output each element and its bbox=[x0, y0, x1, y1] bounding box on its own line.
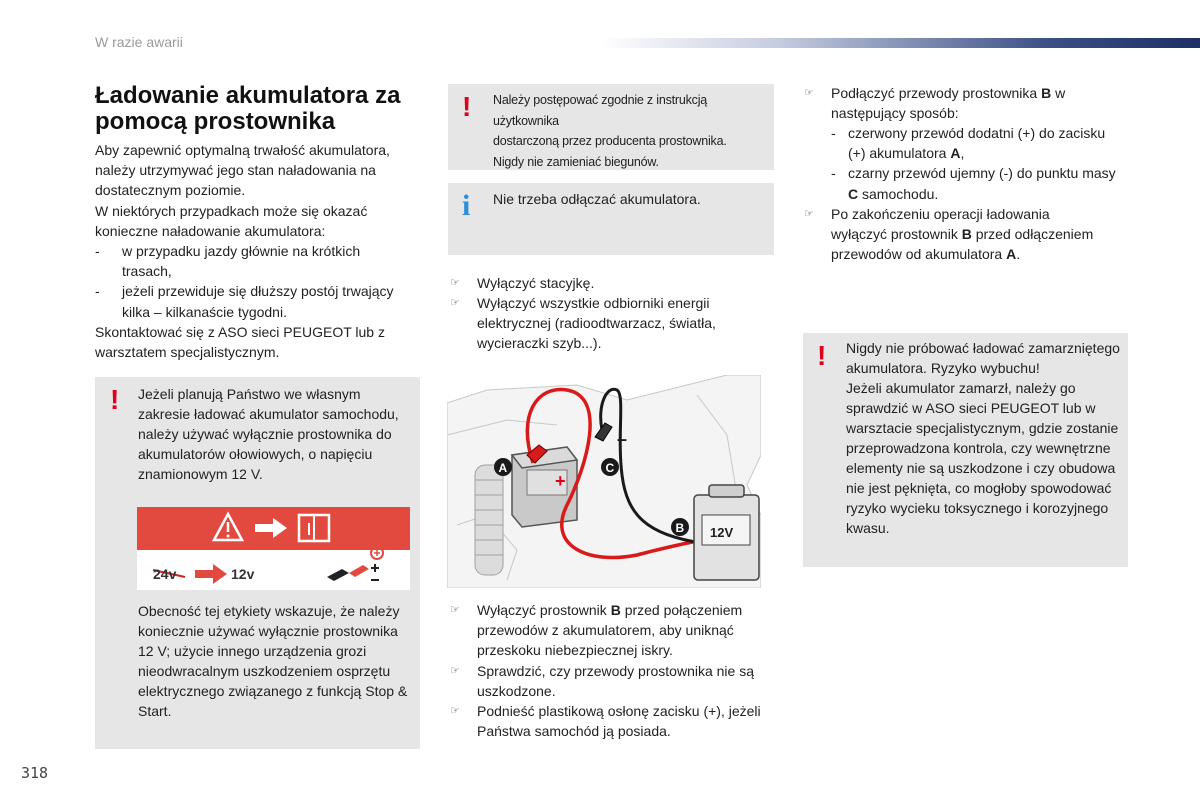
list-item bbox=[95, 241, 410, 281]
arrow-red-icon bbox=[195, 564, 227, 584]
charger-warning-label-image bbox=[137, 507, 410, 590]
exclamation-icon: ! bbox=[817, 340, 827, 371]
list-item bbox=[831, 163, 1121, 203]
section-header: W razie awarii bbox=[95, 34, 183, 50]
warning-right-text bbox=[846, 338, 1121, 538]
step-text: Sprawdzić, czy przewody prostownika nie są uszkodzone. bbox=[477, 663, 755, 700]
step-item bbox=[804, 204, 1134, 265]
exclamation-icon: ! bbox=[462, 91, 472, 122]
warning-paragraph: Nigdy nie próbować ładować zamarzniętego akumulatora. Ryzyko wybuchu! bbox=[846, 340, 1120, 376]
list-item bbox=[95, 281, 410, 321]
pointer-hand-icon: ☞ bbox=[450, 604, 460, 616]
hose-icon bbox=[475, 465, 503, 575]
step-item bbox=[450, 701, 780, 741]
pointer-hand-icon: ☞ bbox=[450, 277, 460, 289]
label-voltage-from: 24v bbox=[153, 566, 177, 582]
dash-marker: - bbox=[95, 243, 100, 260]
warning-text: Jeżeli planują Państwo we własnym zakresie ładować akumulator samochodu, należy używać wyłącznie prostownika do akumulatorów ołowiowych, o napięciu znamionowym 12 V. bbox=[138, 386, 399, 482]
step-item bbox=[450, 661, 780, 701]
charger-voltage-label: 12V bbox=[710, 525, 734, 540]
step-text: Wyłączyć wszystkie odbiorniki energii elektrycznej (radioodtwarzacz, światła, wycieraczki szyb...). bbox=[477, 295, 716, 352]
info-icon: i bbox=[462, 189, 471, 222]
page-title: Ładowanie akumulatora za pomocą prostownika bbox=[95, 82, 401, 135]
dash-marker: - bbox=[831, 165, 836, 182]
callout-a bbox=[494, 458, 512, 476]
page-number: 318 bbox=[21, 764, 49, 782]
step-text: Wyłączyć prostownik B przed połączeniem przewodów z akumulatorem, aby uniknąć przeskoku niebezpiecznej iskry. bbox=[477, 602, 743, 659]
label-note-text: Obecność tej etykiety wskazuje, że należy koniecznie używać wyłącznie prostownika 12 V; użycie innego urządzenia grozi nieodwracalnym uszkodzeniem osprzętu elektrycznego związanego z funkcją Stop & Start. bbox=[138, 603, 408, 719]
label-graphic bbox=[137, 507, 410, 590]
step-text: Podłączyć przewody prostownika B w następujący sposób: bbox=[831, 85, 1066, 122]
battery-icon bbox=[512, 447, 577, 527]
minus-sign: – bbox=[617, 429, 628, 449]
step-text: Wyłączyć stacyjkę. bbox=[477, 275, 595, 291]
svg-text:B: B bbox=[675, 521, 685, 535]
intro-line: W niektórych przypadkach może się okazać konieczne naładowanie akumulatora: bbox=[95, 202, 368, 239]
arrow-icon bbox=[255, 518, 287, 538]
pointer-hand-icon: ☞ bbox=[804, 87, 814, 99]
pointer-hand-icon: ☞ bbox=[804, 208, 814, 220]
step-item bbox=[450, 273, 780, 293]
step-item bbox=[450, 293, 780, 354]
dash-marker: - bbox=[831, 125, 836, 141]
clamp-red-icon bbox=[349, 565, 369, 577]
label-voltage-to: 12v bbox=[231, 566, 255, 582]
warning-middle-text bbox=[493, 90, 773, 172]
pointer-hand-icon: ☞ bbox=[450, 297, 460, 309]
list-item-text: czerwony przewód dodatni (+) do zacisku (+) akumulatora A, bbox=[848, 125, 1106, 162]
warning-paragraph: Jeżeli akumulator zamarzł, należy go sprawdzić w ASO sieci PEUGEOT lub w warsztacie specjalistycznym, gdzie zostanie przeprowadzona kontrola, czy wewnętrzne elementy nie są uszkodzone i czy obudowa nie jest pęknięta, co mogłoby spowodować ryzyko wycieku toksycznego i korozyjnego kwasu. bbox=[846, 380, 1119, 536]
dash-marker: - bbox=[95, 283, 100, 300]
list-item-text: w przypadku jazdy głównie na krótkich trasach, bbox=[122, 243, 361, 280]
warning-line: dostarczoną przez producenta prostownika. bbox=[493, 134, 727, 148]
sub-list bbox=[831, 123, 1121, 204]
svg-text:C: C bbox=[605, 461, 615, 475]
list-item-text: jeżeli przewiduje się dłuższy postój trwający kilka – kilkanaście tygodni. bbox=[122, 283, 394, 320]
list-item bbox=[831, 123, 1121, 163]
list-item-text: czarny przewód ujemny (-) do punktu masy C samochodu. bbox=[848, 165, 1116, 202]
warning-line: Należy postępować zgodnie z instrukcją użytkownika bbox=[493, 93, 708, 128]
warning-line: Nigdy nie zamieniać biegunów. bbox=[493, 154, 659, 169]
step-text: Po zakończeniu operacji ładowania wyłączyć prostownik B przed odłączeniem przewodów od akumulatora A. bbox=[831, 206, 1094, 263]
intro-contact: Skontaktować się z ASO sieci PEUGEOT lub z warsztatem specjalistycznym. bbox=[95, 323, 385, 361]
info-text: Nie trzeba odłączać akumulatora. bbox=[493, 191, 701, 207]
step-item bbox=[450, 600, 780, 661]
charger-connection-diagram bbox=[447, 375, 761, 588]
exclamation-icon: ! bbox=[110, 384, 120, 415]
pointer-hand-icon: ☞ bbox=[450, 665, 460, 677]
intro-line: Aby zapewnić optymalną trwałość akumulatora, należy utrzymywać jego stan naładowania na dostatecznym poziomie. bbox=[95, 142, 390, 199]
intro-text bbox=[95, 140, 410, 362]
clamp-black-icon bbox=[327, 569, 349, 581]
step-text: Podnieść plastikową osłonę zacisku (+), jeżeli Państwa samochód ją posiada. bbox=[477, 703, 761, 740]
svg-text:A: A bbox=[498, 461, 508, 475]
header-gradient-bar bbox=[600, 38, 1200, 48]
callout-b bbox=[671, 518, 689, 536]
pointer-hand-icon: ☞ bbox=[450, 705, 460, 717]
callout-c bbox=[601, 458, 619, 476]
step-item bbox=[804, 83, 1134, 123]
battery-plus-sign: + bbox=[555, 471, 566, 491]
warning-triangle-dot bbox=[227, 535, 230, 538]
